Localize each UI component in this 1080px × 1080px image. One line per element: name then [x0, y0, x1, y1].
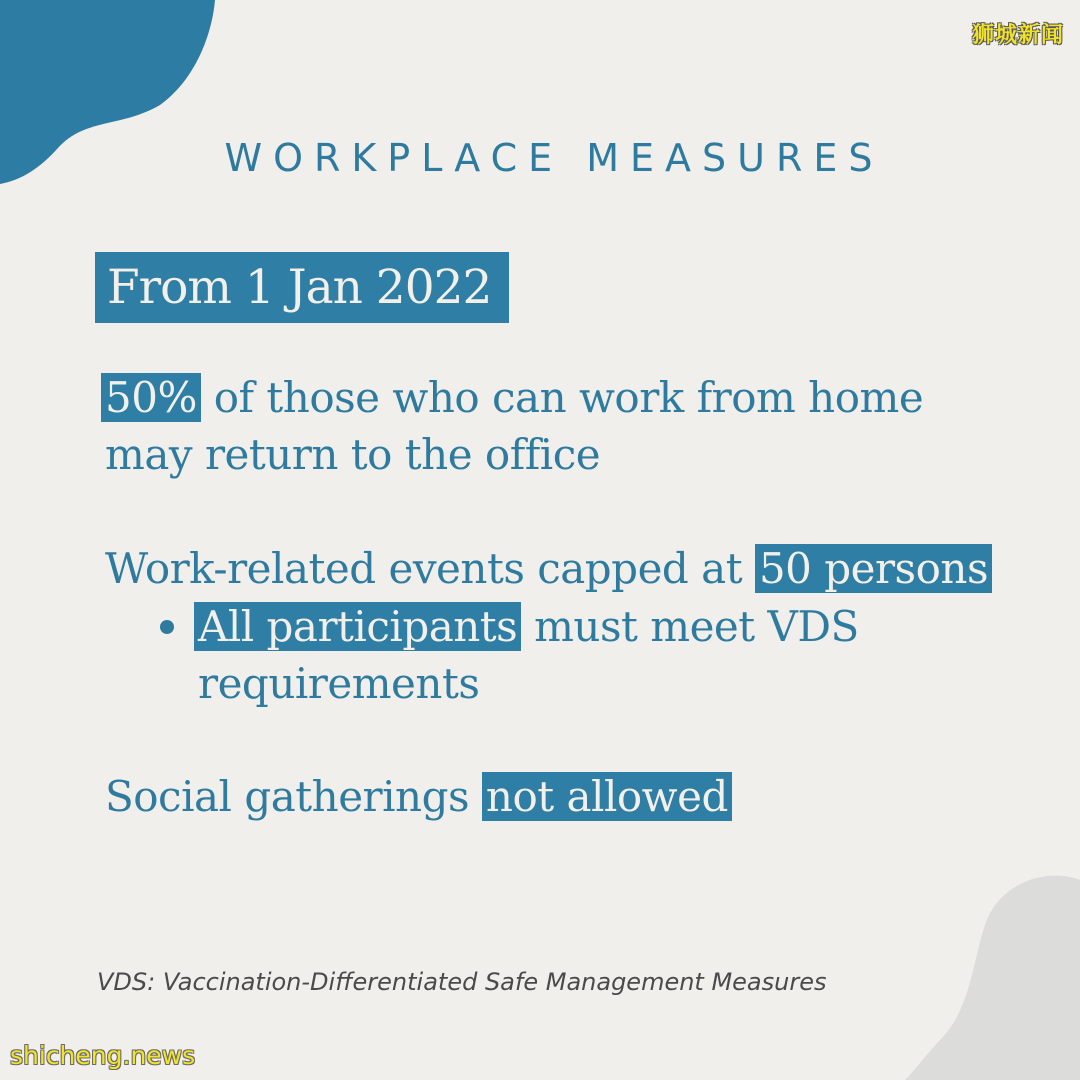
item1-line1 [101, 369, 923, 427]
item1-text: of those who can work from home [213, 373, 924, 422]
item2-highlight: 50 persons [755, 544, 992, 593]
item2-text: Work-related events capped at [105, 544, 743, 593]
footnote: VDS: Vaccination-Differentiated Safe Management Measures [97, 968, 827, 996]
bottom-right-blob [905, 876, 1080, 1080]
item2-bullet-text: must meet VDS [534, 602, 859, 651]
item3-text: Social gatherings [105, 772, 470, 821]
watermark-bottom: shicheng.news [10, 1041, 196, 1070]
item3-line [105, 768, 732, 826]
date-badge: From 1 Jan 2022 [95, 252, 509, 323]
page-title: WORKPLACE MEASURES [224, 136, 884, 180]
bullet-dot-icon [160, 620, 174, 634]
item1-highlight: 50% [101, 373, 201, 422]
item1-line2: may return to the office [105, 430, 601, 479]
item2-line1 [105, 540, 992, 598]
item2-bullet-line1 [194, 598, 859, 656]
item3-highlight: not allowed [482, 772, 732, 821]
item2-bullet-line2: requirements [198, 659, 480, 708]
watermark-top: 狮城新闻 [971, 23, 1064, 48]
item2-bullet-highlight: All participants [194, 602, 521, 651]
